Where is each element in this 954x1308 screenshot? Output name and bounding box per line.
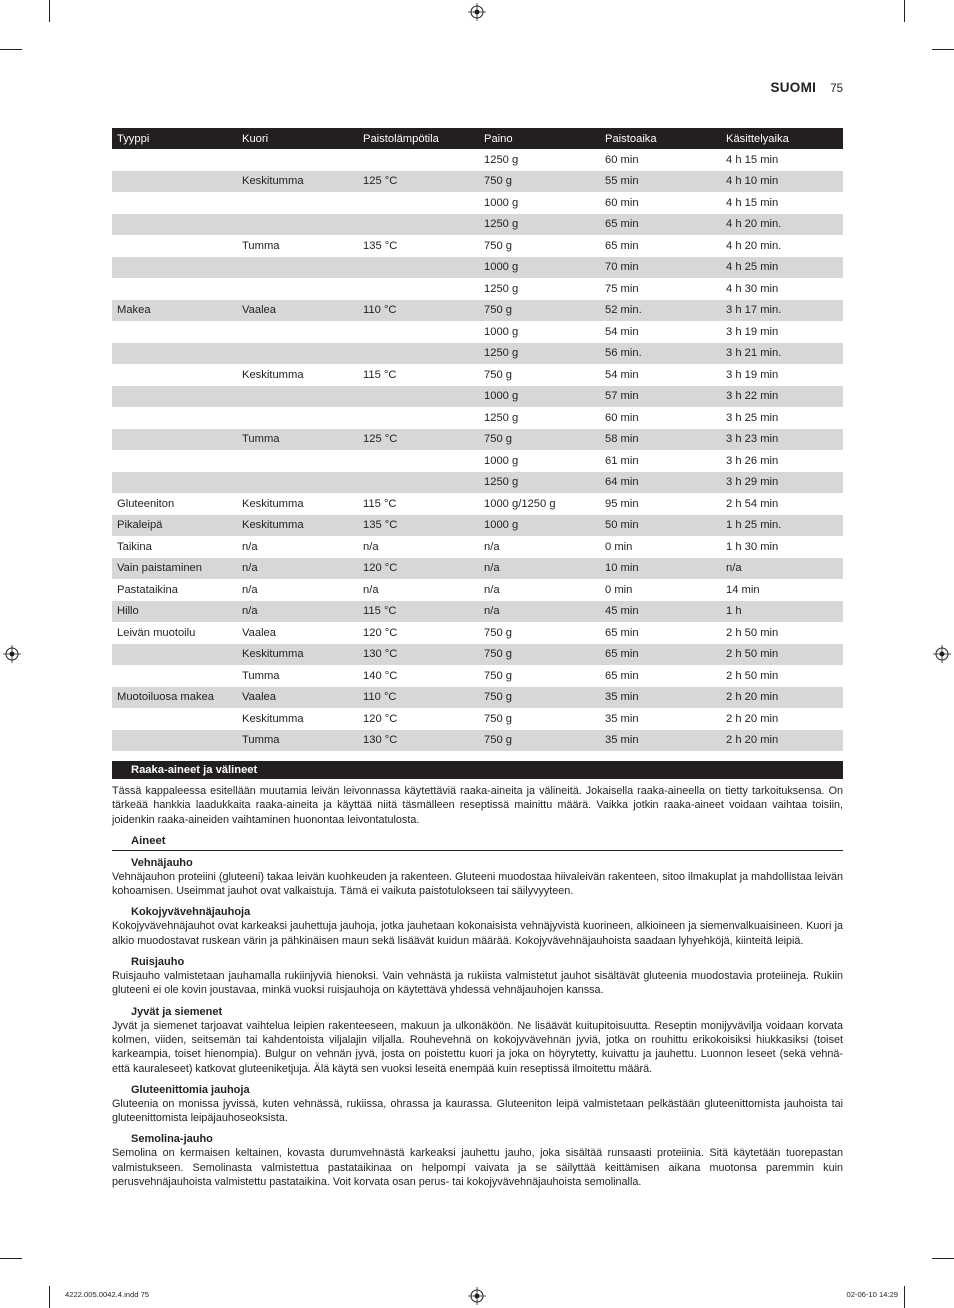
table-cell: 4 h 15 min (726, 196, 779, 209)
baking-table (112, 128, 843, 751)
table-cell: n/a (721, 558, 843, 580)
ingredient-title: Gluteenittomia jauhoja (131, 1083, 250, 1096)
table-row (112, 429, 843, 451)
table-cell: 60 min (605, 411, 639, 424)
table-cell: 45 min (600, 601, 721, 623)
table-cell: 64 min (600, 472, 721, 494)
table-cell (112, 450, 237, 472)
column-header: Paistoaika (600, 128, 721, 149)
table-cell: 1000 g (479, 386, 600, 408)
table-cell (112, 386, 237, 408)
table-cell: 2 h 50 min (726, 626, 779, 639)
table-cell (237, 321, 358, 343)
table-cell: 130 °C (358, 730, 479, 752)
registration-mark-icon (3, 645, 21, 663)
table-cell: 750 g (479, 429, 600, 451)
table-cell (112, 214, 237, 236)
ingredient-item (112, 955, 843, 998)
column-header: Tyyppi (112, 128, 237, 149)
table-cell: 1 h (721, 601, 843, 623)
table-cell: 110 °C (358, 300, 479, 322)
table-row (112, 235, 843, 257)
page-number: 75 (830, 83, 843, 95)
table-row (112, 536, 843, 558)
table-cell: Muotoiluosa makea (112, 687, 237, 709)
table-cell: 10 min (600, 558, 721, 580)
table-row (112, 343, 843, 365)
table-cell: 2 h 50 min (726, 669, 779, 682)
table-cell: 2 h 20 min (721, 687, 843, 709)
table-cell: 1000 g (484, 454, 519, 467)
table-cell: Vaalea (237, 300, 358, 322)
table-cell: 65 min (605, 669, 639, 682)
table-cell: 57 min (600, 386, 721, 408)
table-cell: Vaalea (242, 626, 277, 639)
table-row (112, 687, 843, 709)
table-cell: 2 h 20 min (726, 712, 779, 725)
table-row (112, 493, 843, 515)
table-cell (358, 278, 479, 300)
table-cell: 35 min (600, 730, 721, 752)
table-cell: Keskitumma (237, 644, 358, 666)
table-cell: 4 h 10 min (721, 171, 843, 193)
table-body (112, 149, 843, 751)
table-cell: 115 °C (358, 601, 479, 623)
table-cell: 35 min (600, 687, 721, 709)
ingredient-text: Kokojyvävehnäjauhot ovat karkeaksi jauhettuja jauhoja, jotka jauhetaan kokonaisista vehnäjyvistä kuorineen, alkioineen ja siemenvalkuaisineen. Kuori ja alkio muodostavat ruskean värin ja pähkinäisen maun sekä lisäävät kuidun määrää. Kokojyvävehnäjauhoista saadaan lyhyehköjä, kiinteitä leipiä. (112, 920, 843, 947)
table-cell: n/a (363, 540, 379, 553)
table-cell: 3 h 21 min. (721, 343, 843, 365)
table-cell: 1000 g (479, 515, 600, 537)
table-cell: 4 h 25 min (721, 257, 843, 279)
table-cell (358, 450, 479, 472)
ingredient-item (112, 1005, 843, 1076)
table-cell: 750 g (479, 644, 600, 666)
table-cell: Tumma (237, 730, 358, 752)
table-cell (112, 364, 237, 386)
table-cell: Tumma (237, 429, 358, 451)
table-cell: 4 h 15 min (726, 153, 779, 166)
ingredients-section (112, 761, 843, 1189)
table-cell: 58 min (600, 429, 721, 451)
table-cell (112, 235, 237, 257)
table-cell (112, 321, 237, 343)
table-cell: 3 h 22 min (721, 386, 843, 408)
ingredient-item (112, 1132, 843, 1189)
table-cell: 65 min (600, 644, 721, 666)
table-cell (237, 386, 358, 408)
table-cell (358, 472, 479, 494)
table-cell: 1250 g (484, 411, 519, 424)
table-cell: 125 °C (358, 171, 479, 193)
registration-mark-icon (933, 645, 951, 663)
table-cell (112, 149, 237, 171)
table-cell: Leivän muotoilu (117, 626, 196, 639)
table-cell: n/a (479, 558, 600, 580)
ingredient-title: Ruisjauho (131, 956, 185, 969)
table-cell (237, 407, 358, 429)
table-cell: 750 g (479, 687, 600, 709)
ingredient-title: Vehnäjauho (131, 856, 193, 869)
table-cell: 1250 g (484, 153, 519, 166)
page-header (770, 80, 843, 95)
table-row (112, 192, 843, 214)
table-cell (112, 171, 237, 193)
table-cell (112, 407, 237, 429)
table-cell (112, 278, 237, 300)
table-cell: 750 g (484, 712, 512, 725)
registration-mark-icon (468, 1287, 486, 1305)
table-cell: 0 min (605, 540, 633, 553)
table-cell: Pikaleipä (112, 515, 237, 537)
table-cell: 3 h 19 min (726, 325, 779, 338)
table-cell (358, 386, 479, 408)
table-cell: 75 min (605, 282, 639, 295)
table-cell: 750 g (479, 730, 600, 752)
table-cell (237, 343, 358, 365)
table-cell: 3 h 17 min. (721, 300, 843, 322)
table-cell: 140 °C (363, 669, 398, 682)
table-cell: n/a (242, 583, 258, 596)
table-cell: 1000 g/1250 g (484, 497, 556, 510)
section-title: Raaka-aineet ja välineet (112, 761, 843, 779)
table-cell: 65 min (605, 239, 639, 252)
table-cell: Hillo (112, 601, 237, 623)
ingredient-title: Semolina-jauho (131, 1133, 213, 1146)
table-row (112, 321, 843, 343)
table-cell: Keskitumma (242, 712, 304, 725)
column-header: Kuori (237, 128, 358, 149)
column-header: Käsittelyaika (721, 128, 843, 149)
table-cell (112, 429, 237, 451)
table-cell: 2 h 20 min (721, 730, 843, 752)
table-cell: Tumma (242, 669, 280, 682)
table-cell: Keskitumma (237, 171, 358, 193)
ingredient-title: Jyvät ja siemenet (131, 1005, 223, 1018)
table-cell: 4 h 20 min. (726, 239, 782, 252)
crop-mark (0, 1258, 22, 1259)
table-cell: 54 min (605, 368, 639, 381)
ingredient-title: Kokojyvävehnäjauhoja (131, 906, 251, 919)
table-cell: 50 min (600, 515, 721, 537)
table-cell: 120 °C (363, 626, 398, 639)
table-cell: Keskitumma (242, 368, 304, 381)
crop-mark (932, 49, 954, 50)
table-cell: 4 h 30 min (726, 282, 779, 295)
subheading-aineet: Aineet (112, 832, 843, 851)
table-cell: Vain paistaminen (112, 558, 237, 580)
table-row (112, 386, 843, 408)
table-cell: Vaalea (237, 687, 358, 709)
table-cell: n/a (484, 583, 500, 596)
table-cell (112, 644, 237, 666)
ingredient-text: Vehnäjauhon proteiini (gluteeni) takaa leivän kuohkeuden ja rakenteen. Gluteeni muodostaa hiivaleivän rakenteen, sitoo ilmakuplat ja mahdollistaa leivän kohoamisen. Useimmat jauhot ovat valkaistuja. Tämä ei vaikuta paistotulokseen tai säilyvyyteen. (112, 870, 843, 898)
ingredient-item (112, 1083, 843, 1126)
table-cell: 4 h 20 min. (721, 214, 843, 236)
column-header: Paistolämpötila (358, 128, 479, 149)
table-cell: 115 °C (363, 497, 397, 510)
table-cell: 2 h 50 min (721, 644, 843, 666)
language-label: SUOMI (770, 80, 817, 95)
table-cell (358, 214, 479, 236)
table-cell: 70 min (600, 257, 721, 279)
table-cell: 54 min (605, 325, 639, 338)
table-row (112, 171, 843, 193)
table-cell: 14 min (726, 583, 760, 596)
table-row (112, 450, 843, 472)
table-cell: 750 g (484, 368, 512, 381)
table-cell: 35 min (605, 712, 639, 725)
table-cell (237, 214, 358, 236)
table-cell: 750 g (479, 300, 600, 322)
table-cell (112, 192, 237, 214)
table-row (112, 579, 843, 601)
table-row (112, 644, 843, 666)
section-intro: Tässä kappaleessa esitellään muutamia leivän leivonnassa käytettäviä raaka-aineita ja välineitä. Jokaisella raaka-aineella on tietty tarkoituksensa. On tärkeää hankkia laadukkaita raaka-aineita ja käyttää niitä täsmälleen reseptissä mainittu määrä. Vaikka jotkin raaka-aineet voidaan vaihtaa toisiin, joidenkin raaka-aineiden vaihtaminen huonontaa leivontatulosta. (112, 785, 843, 826)
ingredient-item (112, 856, 843, 899)
table-cell: 1000 g (484, 325, 519, 338)
table-cell: n/a (237, 601, 358, 623)
table-row (112, 214, 843, 236)
table-row (112, 407, 843, 429)
table-cell: 56 min. (600, 343, 721, 365)
table-cell: 3 h 29 min (721, 472, 843, 494)
table-cell: 3 h 25 min (726, 411, 779, 424)
table-cell: Keskitumma (242, 497, 304, 510)
table-cell: n/a (363, 583, 379, 596)
table-row (112, 257, 843, 279)
table-cell: 110 °C (358, 687, 479, 709)
ingredient-text: Ruisjauho valmistetaan jauhamalla rukiinjyviä hienoksi. Vain vehnästä ja rukiista valmistetut jauhot sisältävät gluteenia muodostavia proteiineja. Rukiin gluteeni ei ole kovin joustavaa, minkä vuoksi ruisjauhoja on käytettävä yhdessä vehnäjauhojen kanssa. (112, 970, 843, 997)
crop-mark (0, 49, 22, 50)
table-cell: Keskitumma (237, 515, 358, 537)
table-cell (112, 730, 237, 752)
table-cell: 750 g (484, 239, 512, 252)
ingredient-item (112, 905, 843, 948)
table-cell: 120 °C (358, 558, 479, 580)
table-cell: 52 min. (600, 300, 721, 322)
table-cell (358, 343, 479, 365)
table-cell (237, 149, 358, 171)
table-cell: n/a (479, 601, 600, 623)
table-row (112, 601, 843, 623)
table-cell: 95 min (605, 497, 639, 510)
table-cell: 61 min (605, 454, 639, 467)
table-cell: 135 °C (363, 239, 398, 252)
table-cell (112, 708, 237, 730)
table-cell: n/a (484, 540, 500, 553)
table-cell: Pastataikina (117, 583, 178, 596)
table-cell: 1250 g (484, 282, 519, 295)
table-row (112, 278, 843, 300)
table-cell (358, 257, 479, 279)
table-cell: 2 h 54 min (726, 497, 779, 510)
table-cell: 750 g (479, 171, 600, 193)
crop-mark (49, 1286, 50, 1308)
ingredient-text: Semolina on kermaisen keltainen, kovasta durumvehnästä karkeaksi jauhettu jauho, joka sisältää runsaasti proteiinia. Sitä käytetään tuorepastan valmistukseen. Semolinasta valmistettua pastataikinaa on helpompi vaivata ja se säilyttää keittämisen aikana muotonsa paremmin kuin perusvehnäjauhoista valmistettu pastataikina. Voit korvata osan perus- tai kokojyvävehnäjauhoista semolinalla. (112, 1147, 843, 1189)
column-header: Paino (479, 128, 600, 149)
table-row (112, 665, 843, 687)
table-row (112, 149, 843, 171)
table-cell: n/a (237, 558, 358, 580)
table-cell: 135 °C (358, 515, 479, 537)
table-row (112, 364, 843, 386)
table-cell (112, 665, 237, 687)
table-cell: 750 g (484, 626, 512, 639)
table-cell: 60 min (605, 196, 639, 209)
table-cell (358, 321, 479, 343)
table-cell (237, 472, 358, 494)
table-row (112, 708, 843, 730)
table-cell: 3 h 26 min (726, 454, 779, 467)
table-row (112, 515, 843, 537)
table-cell (237, 257, 358, 279)
table-cell: n/a (242, 540, 258, 553)
table-cell (358, 192, 479, 214)
table-cell (237, 450, 358, 472)
table-cell: Makea (112, 300, 237, 322)
table-cell: 1000 g (479, 257, 600, 279)
table-cell: 1250 g (479, 343, 600, 365)
table-row (112, 300, 843, 322)
table-cell (112, 257, 237, 279)
footer-file: 4222.005.0042.4.indd 75 (65, 1290, 150, 1299)
table-cell: 60 min (605, 153, 639, 166)
table-cell (112, 343, 237, 365)
table-cell (358, 407, 479, 429)
table-cell: 1 h 30 min (726, 540, 779, 553)
registration-mark-icon (468, 3, 486, 21)
table-row (112, 558, 843, 580)
table-cell: 1 h 25 min. (721, 515, 843, 537)
table-cell: 750 g (484, 669, 512, 682)
table-cell: 120 °C (363, 712, 398, 725)
crop-mark (932, 1258, 954, 1259)
table-cell: 1000 g (484, 196, 519, 209)
table-cell: 130 °C (358, 644, 479, 666)
table-cell: 0 min (605, 583, 633, 596)
table-cell: 65 min (600, 214, 721, 236)
table-cell (112, 472, 237, 494)
crop-mark (904, 1286, 905, 1308)
table-header-row (112, 128, 843, 149)
table-cell: Tumma (242, 239, 280, 252)
table-cell: Gluteeniton (117, 497, 175, 510)
table-cell: 55 min (600, 171, 721, 193)
table-cell: Taikina (117, 540, 152, 553)
ingredient-text: Gluteenia on monissa jyvissä, kuten vehnässä, rukiissa, ohrassa ja kaurassa. Gluteeniton leipä valmistetaan pelkästään gluteenittomista jauhoista tai gluteenittomista leipäjauhoseoksista. (112, 1097, 843, 1125)
table-row (112, 622, 843, 644)
crop-mark (904, 0, 905, 22)
footer-date: 02-06-10 14:29 (846, 1290, 898, 1299)
table-cell: 3 h 19 min (726, 368, 779, 381)
table-row (112, 472, 843, 494)
table-cell (237, 192, 358, 214)
table-cell: 65 min (605, 626, 639, 639)
table-cell: 1250 g (479, 472, 600, 494)
crop-mark (49, 0, 50, 22)
table-cell (237, 278, 358, 300)
table-cell: 125 °C (358, 429, 479, 451)
table-cell: 1250 g (479, 214, 600, 236)
table-row (112, 730, 843, 752)
table-cell: 115 °C (363, 368, 397, 381)
ingredient-text: Jyvät ja siemenet tarjoavat vaihtelua leipien rakenteeseen, makuun ja ulkonäköön. Ne lisäävät kuitupitoisuutta. Reseptin monijyväviljа voidaan korvata kolmen, viiden, seitsemän tai kahdentoista viljalajin viljalla. Rouhevehnä on kokojyvävehnän jyviä, jotka on rouhittu erikokoisiksi hiukkasiksi (toiset karkeampia, toiset hienompia). Bulgur on vehnän jyvä, josta on poistettu kuori ja joka on höyrytetty, kuivattu ja jauhettu. Luonnon leseet (sekä vehnä- että kauraleseet) katkovat gluteeniketjuja. Älä käytä sen vuoksi leseitä enempää kuin reseptissä ilmoitettu määrä. (112, 1019, 843, 1075)
table-cell: 3 h 23 min (721, 429, 843, 451)
table-cell (358, 149, 479, 171)
